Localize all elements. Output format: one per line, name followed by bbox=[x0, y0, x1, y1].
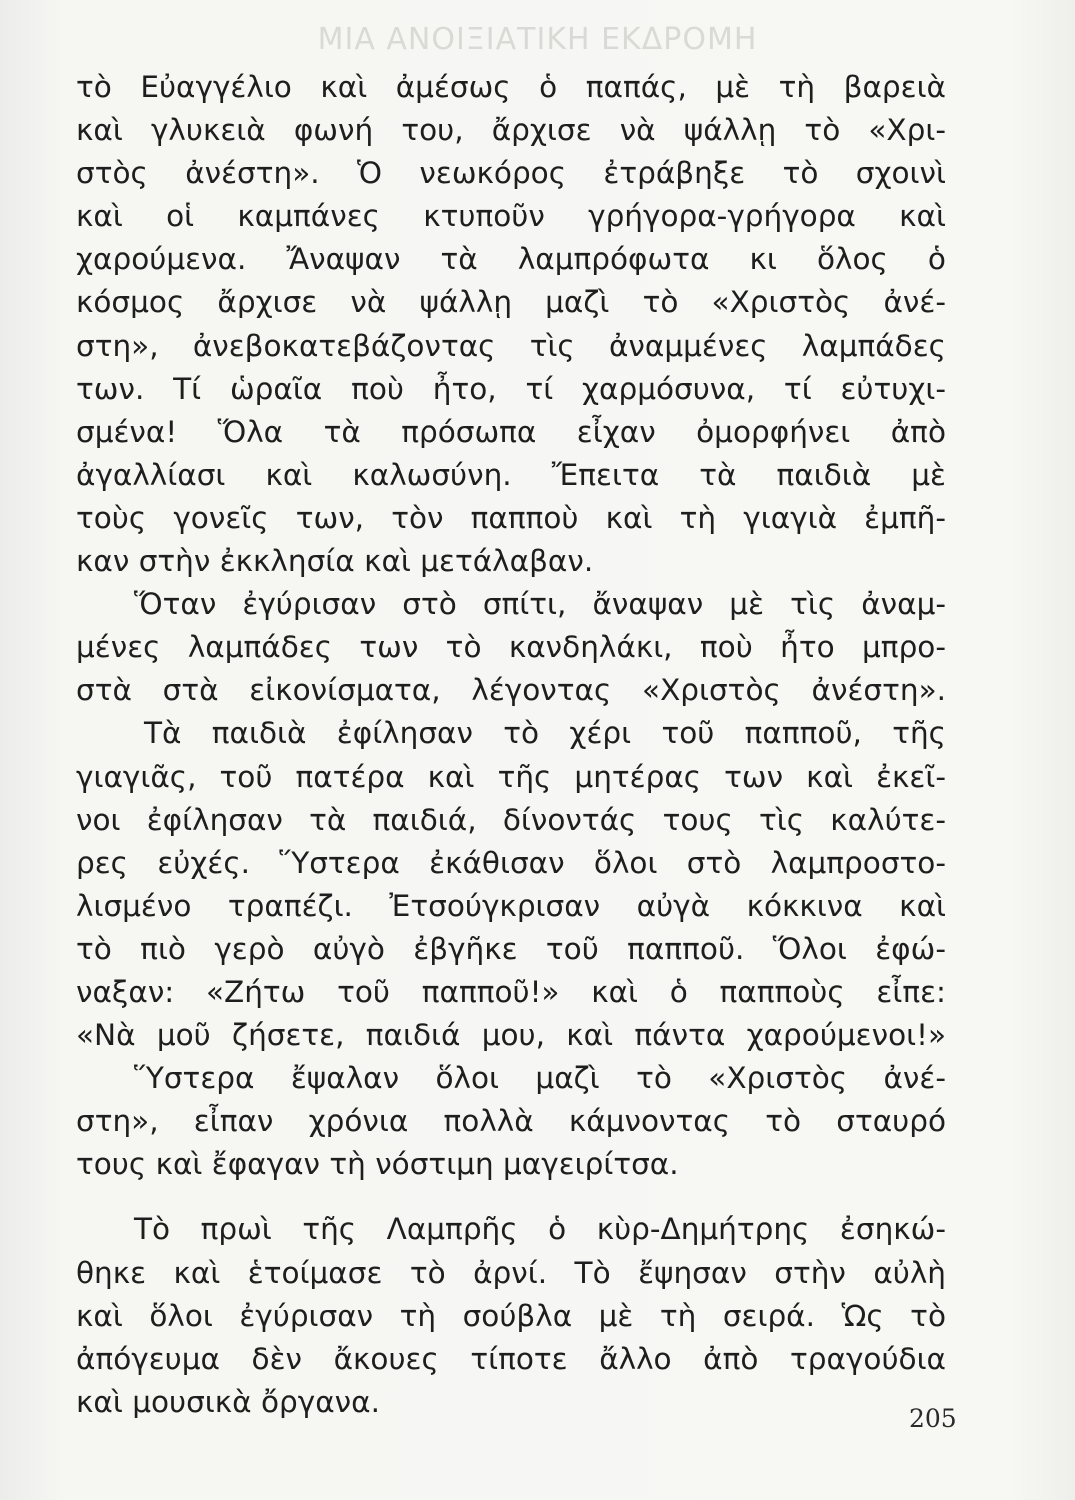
paragraph-start-line: Ὕστερα ἔψαλαν ὅλοι μαζὶ τὸ «Χριστὸς ἀνέ- bbox=[134, 1061, 946, 1096]
paragraph-start-line: Τὰ παιδιὰ ἐφίλησαν τὸ χέρι τοῦ παπποῦ, τῆς bbox=[144, 716, 946, 751]
text-line: καὶ οἱ καμπάνες κτυποῦν γρήγορα-γρήγορα καὶ bbox=[76, 199, 946, 234]
text-line: κόσμος ἄρχισε νὰ ψάλλῃ μαζὶ τὸ «Χριστὸς ἀνέ- bbox=[76, 285, 946, 320]
text-line: στη», ἀνεβοκατεβάζοντας τὶς ἀναμμένες λαμπάδες bbox=[76, 328, 946, 363]
text-line: τοὺς γονεῖς των, τὸν παπποὺ καὶ τὴ γιαγιὰ ἐμπῆ- bbox=[76, 500, 946, 535]
text-line: χαρούμενα. Ἄναψαν τὰ λαμπρόφωτα κι ὅλος ὁ bbox=[76, 242, 946, 277]
bleed-through-header: ΜΙΑ ΑΝΟΙΞΙΑΤΙΚΗ ΕΚΔΡΟΜΗ bbox=[317, 22, 758, 57]
text-line: των. Τί ὡραῖα ποὺ ἦτο, τί χαρμόσυνα, τί εὐτυχι- bbox=[76, 371, 946, 406]
paragraph-start-line: Τὸ πρωὶ τῆς Λαμπρῆς ὁ κὺρ-Δημήτρης ἐσηκώ- bbox=[134, 1212, 946, 1247]
text-line: καὶ ὅλοι ἐγύρισαν τὴ σούβλα μὲ τὴ σειρά. Ὡς τὸ bbox=[76, 1298, 946, 1333]
text-line: τὸ πιὸ γερὸ αὐγὸ ἐβγῆκε τοῦ παπποῦ. Ὅλοι ἐφώ- bbox=[76, 931, 946, 966]
text-line: θηκε καὶ ἑτοίμασε τὸ ἀρνί. Τὸ ἔψησαν στὴν αὐλὴ bbox=[76, 1255, 946, 1290]
body-text bbox=[76, 66, 946, 1424]
paragraph-start-line: Ὅταν ἐγύρισαν στὸ σπίτι, ἄναψαν μὲ τὶς ἀναμ- bbox=[134, 587, 946, 622]
text-line: μένες λαμπάδες των τὸ κανδηλάκι, ποὺ ἦτο μπρο- bbox=[76, 630, 946, 665]
text-line: τους καὶ ἔφαγαν τὴ νόστιμη μαγειρίτσα. bbox=[76, 1147, 679, 1182]
text-line: νοι ἐφίλησαν τὰ παιδιά, δίνοντάς τους τὶς καλύτε- bbox=[76, 802, 946, 837]
text-line: ἀπόγευμα δὲν ἄκουες τίποτε ἄλλο ἀπὸ τραγούδια bbox=[76, 1341, 946, 1376]
text-line: στὸς ἀνέστη». Ὁ νεωκόρος ἐτράβηξε τὸ σχοινὶ bbox=[76, 156, 946, 191]
page-number: 205 bbox=[909, 1404, 957, 1433]
text-line: καν στὴν ἐκκλησία καὶ μετάλαβαν. bbox=[76, 544, 594, 579]
text-line: τὸ Εὐαγγέλιο καὶ ἀμέσως ὁ παπάς, μὲ τὴ βαρειὰ bbox=[76, 70, 946, 104]
text-line: σμένα! Ὅλα τὰ πρόσωπα εἶχαν ὀμορφήνει ἀπὸ bbox=[76, 414, 946, 449]
text-line: ναξαν: «Ζήτω τοῦ παπποῦ!» καὶ ὁ παπποὺς εἶπε: bbox=[76, 974, 946, 1009]
text-line: «Νὰ μοῦ ζήσετε, παιδιά μου, καὶ πάντα χαρούμενοι!» bbox=[76, 1018, 946, 1053]
text-line: καὶ γλυκειὰ φωνή του, ἄρχισε νὰ ψάλλῃ τὸ «Χρι- bbox=[76, 113, 946, 148]
text-line: στὰ στὰ εἰκονίσματα, λέγοντας «Χριστὸς ἀνέστη». bbox=[76, 673, 946, 708]
text-line: καὶ μουσικὰ ὄργανα. bbox=[76, 1384, 380, 1419]
text-line: ἀγαλλίασι καὶ καλωσύνη. Ἔπειτα τὰ παιδιὰ μὲ bbox=[76, 457, 946, 492]
text-line: λισμένο τραπέζι. Ἐτσούγκρισαν αὐγὰ κόκκινα καὶ bbox=[76, 888, 946, 923]
text-line: γιαγιᾶς, τοῦ πατέρα καὶ τῆς μητέρας των καὶ ἐκεῖ- bbox=[76, 759, 946, 794]
text-line: στη», εἶπαν χρόνια πολλὰ κάμνοντας τὸ σταυρό bbox=[76, 1104, 946, 1139]
text-line: ρες εὐχές. Ὕστερα ἐκάθισαν ὅλοι στὸ λαμπροστο- bbox=[76, 845, 946, 880]
